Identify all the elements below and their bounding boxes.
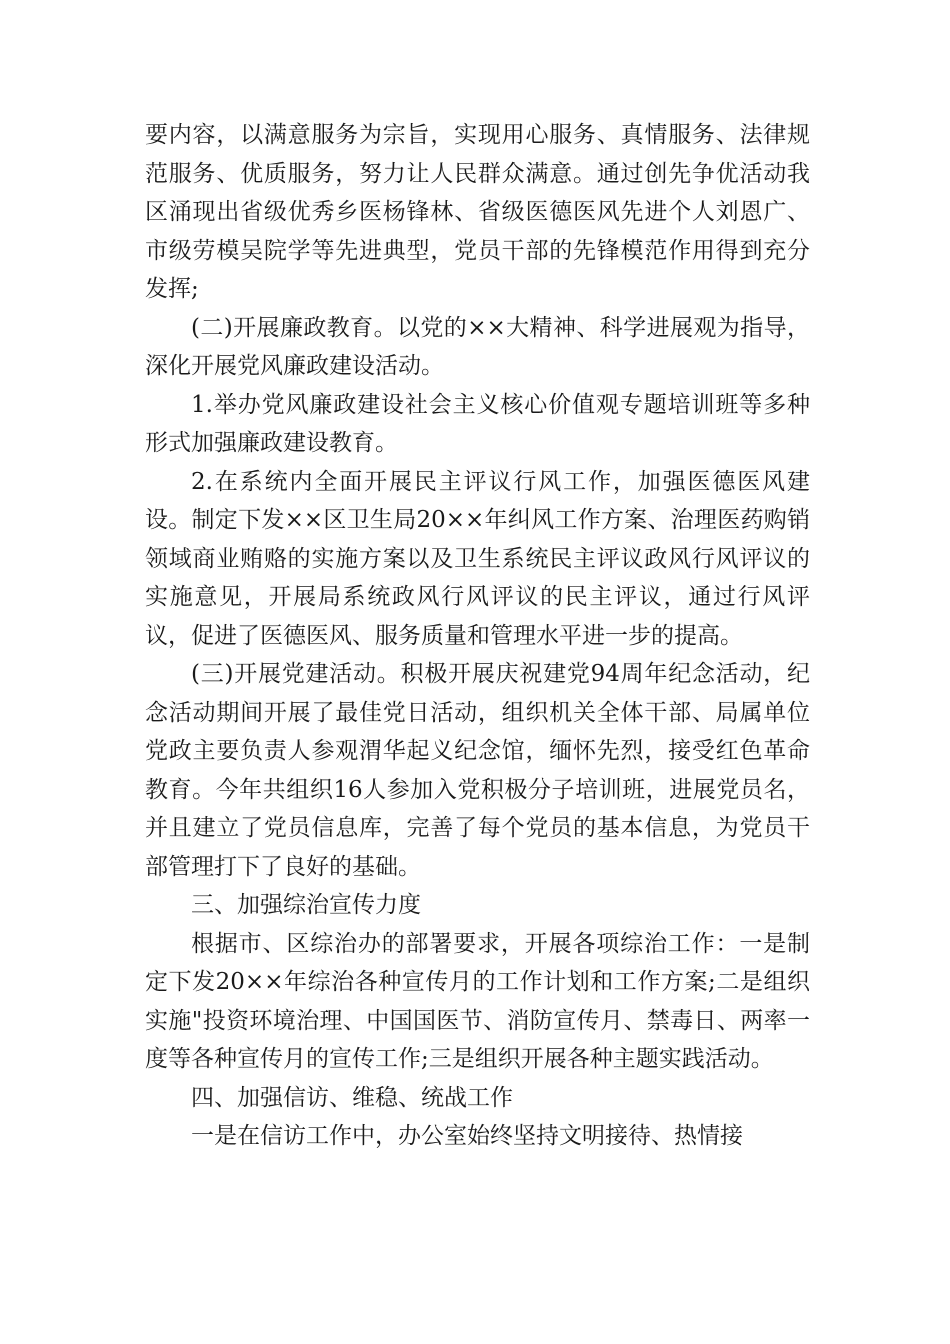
paragraph-item-1: 1.举办党风廉政建设社会主义核心价值观专题培训班等多种形式加强廉政建设教育。: [145, 391, 810, 456]
paragraph-section-2: (二)开展廉政教育。以党的××大精神、科学进展观为指导，深化开展党风廉政建设活动。: [145, 314, 810, 379]
paragraph-part-3-body: 根据市、区综治办的部署要求，开展各项综治工作：一是制定下发20××年综治各种宣传月的工作计划和工作方案;二是组织实施"投资环境治理、中国国医节、消防宣传月、禁毒日、两率一度等各种宣传月的宣传工作;三是组织开展各种主题实践活动。: [145, 930, 810, 1072]
heading-part-4: 四、加强信访、维稳、统战工作: [191, 1084, 513, 1111]
document-body: [145, 116, 810, 1156]
paragraph-section-3: (三)开展党建活动。积极开展庆祝建党94周年纪念活动，纪念活动期间开展了最佳党日活动，组织机关全体干部、局属单位党政主要负责人参观渭华起义纪念馆，缅怀先烈，接受红色革命教育。今年共组织16人参加入党积极分子培训班，进展党员名，并且建立了党员信息库，完善了每个党员的基本信息，为党员干部管理打下了良好的基础。: [145, 661, 810, 880]
paragraph-part-4-body: 一是在信访工作中，办公室始终坚持文明接待、热情接: [191, 1123, 743, 1149]
paragraph-continuation: 要内容，以满意服务为宗旨，实现用心服务、真情服务、法律规范服务、优质服务，努力让人民群众满意。通过创先争优活动我区涌现出省级优秀乡医杨锋林、省级医德医风先进个人刘恩广、市级劳模吴院学等先进典型，党员干部的先锋模范作用得到充分发挥;: [145, 122, 810, 302]
paragraph-item-2: 2.在系统内全面开展民主评议行风工作，加强医德医风建设。制定下发××区卫生局20××年纠风工作方案、治理医药购销领域商业贿赂的实施方案以及卫生系统民主评议政风行风评议的实施意见，开展局系统政风行风评议的民主评议，通过行风评议，促进了医德医风、服务质量和管理水平进一步的提高。: [145, 468, 810, 649]
heading-part-3: 三、加强综治宣传力度: [191, 892, 421, 918]
